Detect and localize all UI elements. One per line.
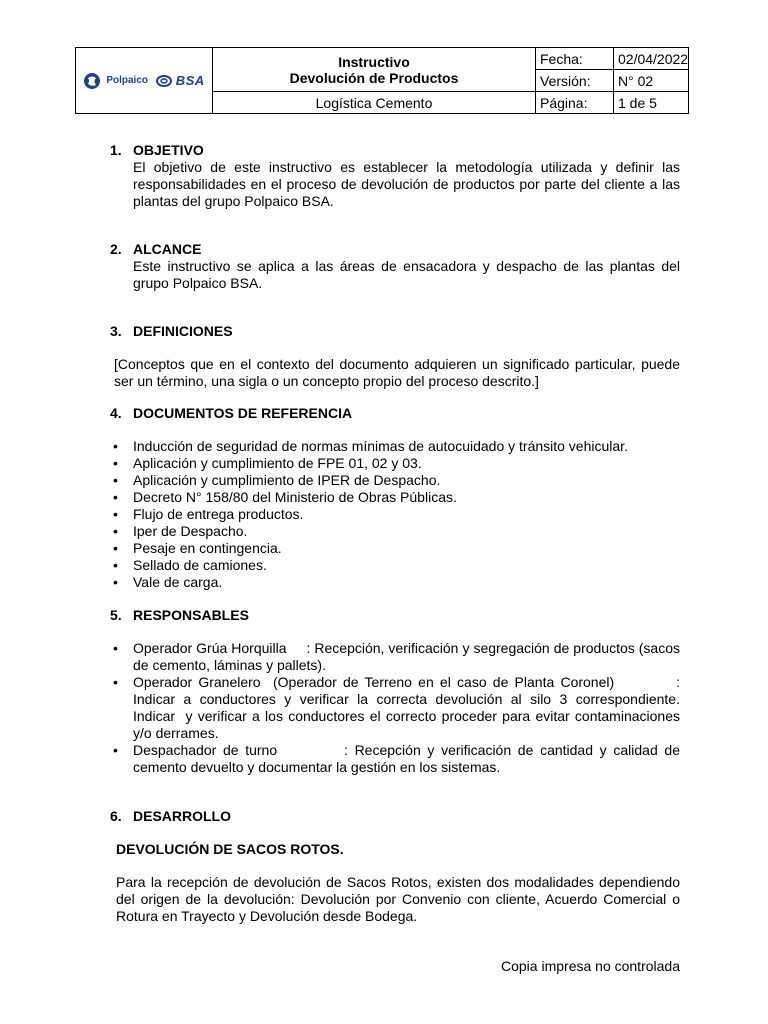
section-number: 2. bbox=[110, 241, 122, 257]
list-item: • Aplicación y cumplimiento de FPE 01, 02 y 03. bbox=[110, 455, 680, 472]
list-item: • Operador Grúa Horquilla : Recepción, verificación y segregación de productos (sacos de cemento, láminas y pallets). bbox=[110, 640, 680, 674]
list-item: • Despachador de turno : Recepción y verificación de cantidad y calidad de cemento devuelto y documentar la gestión en los sistemas. bbox=[110, 742, 680, 776]
reference-list bbox=[110, 438, 680, 591]
section-alcance bbox=[110, 241, 680, 292]
section-text: Este instructivo se aplica a las áreas de ensacadora y despacho de las plantas del grupo Polpaico BSA. bbox=[133, 258, 680, 291]
department-name: Logística Cemento bbox=[213, 92, 536, 114]
header-table bbox=[75, 47, 689, 114]
bsa-logo-icon bbox=[155, 74, 173, 88]
fecha-label: Fecha: bbox=[536, 48, 614, 70]
bsa-logo bbox=[155, 73, 205, 88]
section-text: [Conceptos que en el contexto del documento adquieren un significado particular, puede ser un término, una sigla o un concepto propio del proceso descrito.] bbox=[114, 356, 680, 389]
section-title: DOCUMENTOS DE REFERENCIA bbox=[133, 405, 353, 421]
section-documentos bbox=[110, 405, 680, 591]
polpaico-logo bbox=[83, 72, 148, 90]
polpaico-logo-icon bbox=[83, 72, 103, 90]
list-item: • Vale de carga. bbox=[110, 574, 680, 591]
doc-subtitle: Devolución de Productos bbox=[289, 69, 459, 86]
section-definiciones bbox=[110, 323, 680, 390]
subheading: DEVOLUCIÓN DE SACOS ROTOS. bbox=[116, 841, 344, 857]
document-title bbox=[213, 48, 536, 92]
polpaico-logo-text: Polpaico bbox=[106, 75, 149, 86]
section-title: OBJETIVO bbox=[133, 142, 204, 158]
list-item: • Pesaje en contingencia. bbox=[110, 540, 680, 557]
logo-cell bbox=[76, 48, 213, 114]
section-objetivo bbox=[110, 142, 680, 210]
section-title: ALCANCE bbox=[133, 241, 202, 257]
document-body bbox=[110, 142, 731, 925]
section-title: RESPONSABLES bbox=[133, 607, 249, 623]
section-title: DEFINICIONES bbox=[133, 323, 233, 339]
version-value: N° 02 bbox=[614, 70, 689, 92]
list-item: • Operador Granelero (Operador de Terreno en el caso de Planta Coronel) : Indicar a conductores y verificar la correcta devolución al silo 3 correspondiente. Indicar y verificar a los conductores el correcto proceder para evitar contaminaciones y/o derrames. bbox=[110, 674, 680, 742]
section-number: 5. bbox=[110, 607, 122, 623]
section-number: 1. bbox=[110, 142, 122, 158]
section-text: Para la recepción de devolución de Sacos Rotos, existen dos modalidades dependiendo del origen de la devolución: Devolución por Convenio con cliente, Acuerdo Comercial o Rotura en Trayecto y Devolución desde Bodega. bbox=[116, 874, 680, 924]
list-item: • Flujo de entrega productos. bbox=[110, 506, 680, 523]
responsables-list bbox=[110, 640, 731, 776]
doc-title: Instructivo bbox=[338, 53, 410, 70]
pagina-label: Página: bbox=[536, 92, 614, 114]
section-number: 4. bbox=[110, 405, 122, 421]
version-label: Versión: bbox=[536, 70, 614, 92]
section-title: DESARROLLO bbox=[133, 808, 231, 824]
list-item: • Aplicación y cumplimiento de IPER de Despacho. bbox=[110, 472, 680, 489]
footer-note: Copia impresa no controlada bbox=[501, 958, 680, 974]
section-text: El objetivo de este instructivo es establecer la metodología utilizada y definir las responsabilidades en el proceso de devolución de productos por parte del cliente a las plantas del grupo Polpaico BSA. bbox=[133, 159, 680, 209]
list-item: • Inducción de seguridad de normas mínimas de autocuidado y tránsito vehicular. bbox=[110, 438, 680, 455]
fecha-value: 02/04/2022 bbox=[614, 48, 689, 70]
list-item: • Sellado de camiones. bbox=[110, 557, 680, 574]
pagina-value: 1 de 5 bbox=[614, 92, 689, 114]
section-responsables bbox=[110, 607, 731, 776]
section-desarrollo bbox=[110, 808, 680, 925]
bsa-logo-text: BSA bbox=[175, 73, 205, 88]
section-number: 3. bbox=[110, 323, 122, 339]
section-number: 6. bbox=[110, 808, 122, 824]
list-item: • Decreto N° 158/80 del Ministerio de Obras Públicas. bbox=[110, 489, 680, 506]
list-item: • Iper de Despacho. bbox=[110, 523, 680, 540]
